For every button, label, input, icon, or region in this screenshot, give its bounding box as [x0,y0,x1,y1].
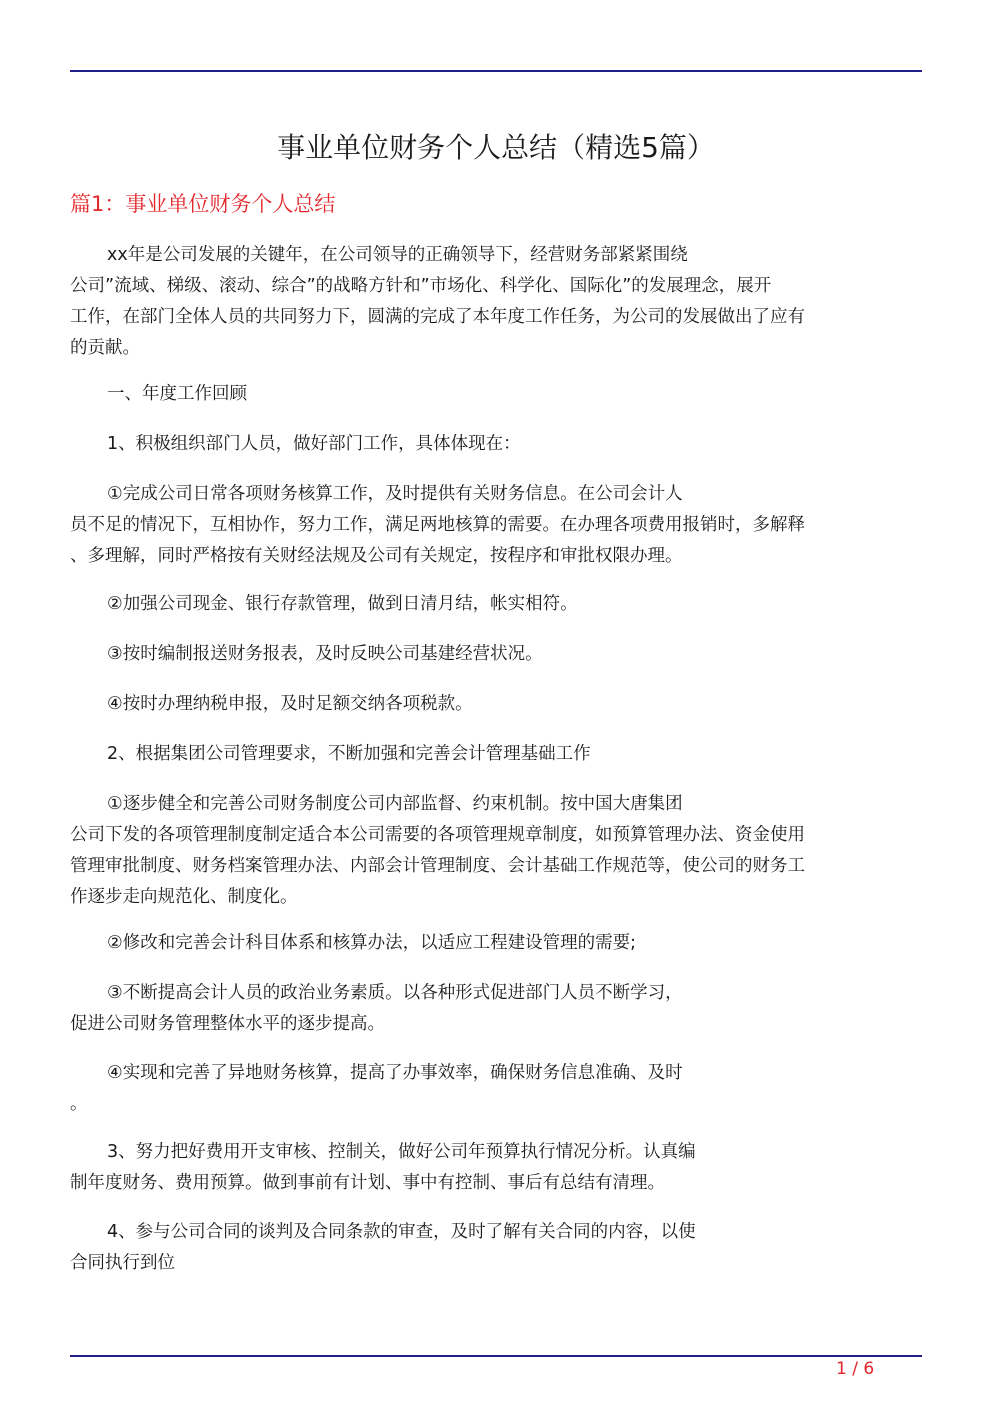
header-rule [70,70,922,72]
paragraph [70,1137,922,1199]
document-title: 事业单位财务个人总结（精选5篇） [277,131,715,164]
paragraph-line: 的贡献。 [70,338,140,358]
paragraph-line: xx年是公司发展的关键年，在公司领导的正确领导下，经营财务部紧紧围绕 [107,245,688,265]
paragraph-line: ③不断提高会计人员的政治业务素质。以各种形式促进部门人员不断学习， [107,983,683,1003]
paragraph-line: 工作，在部门全体人员的共同努力下，圆满的完成了本年度工作任务，为公司的发展做出了应有 [70,307,805,327]
paragraph [70,928,922,959]
paragraph-line: 2、根据集团公司管理要求，不断加强和完善会计管理基础工作 [107,744,591,764]
paragraph-line: 管理审批制度、财务档案管理办法、内部会计管理制度、会计基础工作规范等，使公司的财务工 [70,856,805,876]
paragraph-line: 作逐步走向规范化、制度化。 [70,887,298,907]
paragraph-line: ④按时办理纳税申报，及时足额交纳各项税款。 [107,694,473,714]
paragraph [70,739,922,770]
paragraph-line: ①完成公司日常各项财务核算工作，及时提供有关财务信息。在公司会计人 [107,484,683,504]
paragraph [70,379,922,410]
paragraph [70,978,922,1040]
paragraph-line: 公司下发的各项管理制度制定适合本公司需要的各项管理规章制度，如预算管理办法、资金使用 [70,825,805,845]
paragraph [70,689,922,720]
paragraph-line: ①逐步健全和完善公司财务制度公司内部监督、约束机制。按中国大唐集团 [107,794,683,814]
paragraph [70,479,922,572]
paragraph [70,1058,922,1120]
paragraph-line: 3、努力把好费用开支审核、控制关，做好公司年预算执行情况分析。认真编 [107,1142,696,1162]
paragraph-line: ②修改和完善会计科目体系和核算办法，以适应工程建设管理的需要; [107,933,637,953]
paragraph [70,789,922,913]
paragraph-line: 制年度财务、费用预算。做到事前有计划、事中有控制、事后有总结有清理。 [70,1173,665,1193]
footer-rule [70,1355,922,1357]
paragraph-line: 公司”流域、梯级、滚动、综合”的战略方针和”市场化、科学化、国际化”的发展理念，展开 [70,276,772,296]
section-title: 篇1：事业单位财务个人总结 [70,192,336,216]
paragraph-line: 4、参与公司合同的谈判及合同条款的审查，及时了解有关合同的内容，以使 [107,1222,696,1242]
paragraph-line: 一、年度工作回顾 [107,384,247,404]
paragraph [70,240,922,364]
paragraph-line: 合同执行到位 [70,1253,175,1273]
page-number: 1 / 6 [836,1359,875,1379]
paragraph-line: 促进公司财务管理整体水平的逐步提高。 [70,1014,385,1034]
paragraph [70,429,922,460]
paragraph [70,639,922,670]
paragraph-line: 1、积极组织部门人员，做好部门工作，具体体现在： [107,434,521,454]
paragraph-line: 、多理解，同时严格按有关财经法规及公司有关规定，按程序和审批权限办理。 [70,546,683,566]
paragraph-line: 员不足的情况下，互相协作，努力工作，满足两地核算的需要。在办理各项费用报销时，多解释 [70,515,805,535]
paragraph-line: 。 [70,1094,88,1114]
paragraph [70,589,922,620]
paragraph-line: ③按时编制报送财务报表，及时反映公司基建经营状况。 [107,644,543,664]
paragraph-line: ②加强公司现金、银行存款管理，做到日清月结，帐实相符。 [107,594,578,614]
paragraph [70,1217,922,1279]
paragraph-line: ④实现和完善了异地财务核算，提高了办事效率，确保财务信息准确、及时 [107,1063,683,1083]
